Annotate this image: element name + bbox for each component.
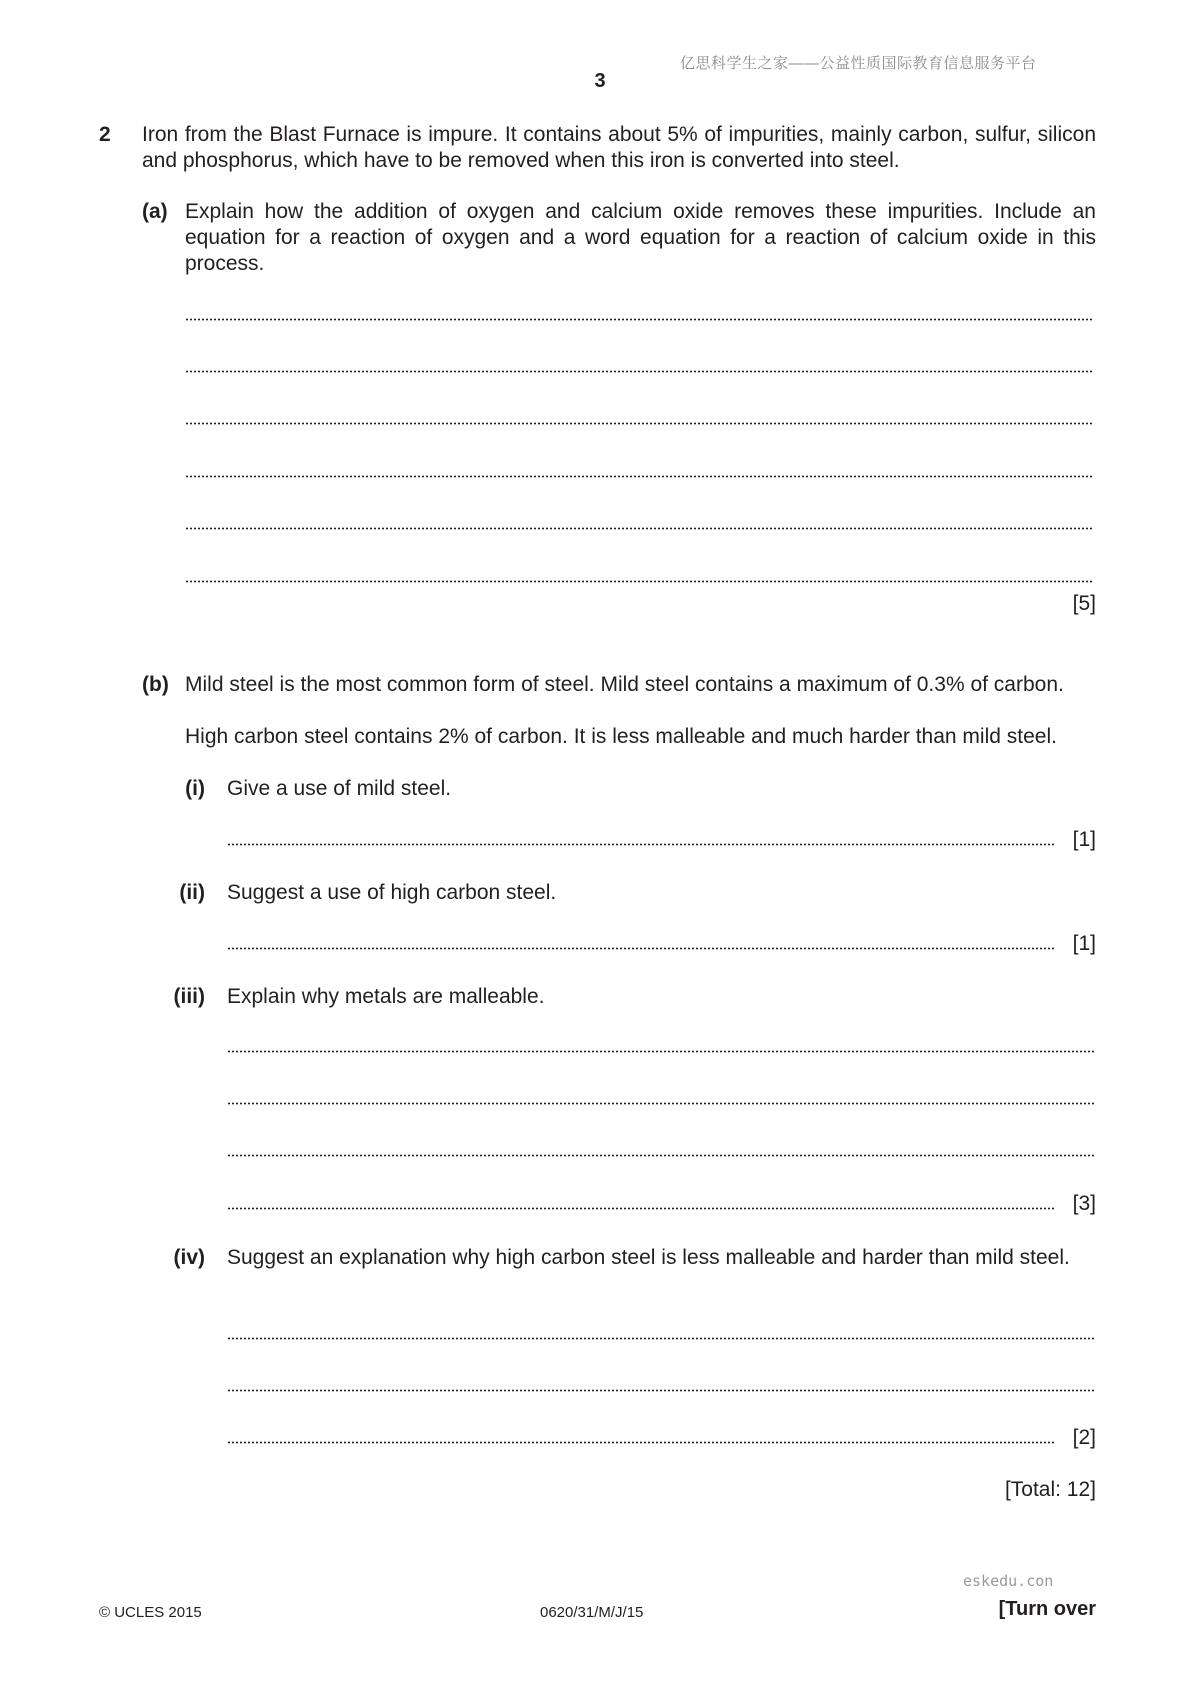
answer-line[interactable] — [185, 475, 1094, 478]
answer-line[interactable] — [227, 1337, 1094, 1340]
sub-i-label: (i) — [185, 777, 205, 800]
answer-line[interactable] — [227, 1207, 1054, 1210]
footer-paper-code: 0620/31/M/J/15 — [540, 1604, 644, 1621]
sub-iv-text: Suggest an explanation why high carbon steel is less malleable and harder than mild steel. — [227, 1246, 1070, 1269]
sub-ii-marks: [1] — [1072, 932, 1096, 955]
answer-line[interactable] — [185, 318, 1094, 321]
answer-line[interactable] — [185, 422, 1094, 425]
answer-line[interactable] — [185, 527, 1094, 530]
total-marks: [Total: 12] — [1004, 1478, 1096, 1501]
footer-copyright: © UCLES 2015 — [99, 1604, 202, 1621]
sub-ii-label: (ii) — [179, 881, 205, 904]
part-b-text-1: Mild steel is the most common form of steel. Mild steel contains a maximum of 0.3% of carbon. — [185, 673, 1064, 696]
part-a-label: (a) — [142, 200, 168, 223]
answer-line[interactable] — [227, 1050, 1094, 1053]
part-b-text-2: High carbon steel contains 2% of carbon. It is less malleable and much harder than mild steel. — [185, 725, 1057, 748]
header-site-text: 亿思科学生之家——公益性质国际教育信息服务平台 — [680, 55, 1037, 72]
sub-i-marks: [1] — [1072, 828, 1096, 851]
turn-over: [Turn over — [998, 1598, 1096, 1620]
part-a-text: Explain how the addition of oxygen and calcium oxide removes these impurities. Include an equation for a reaction of oxygen and a word equation for a reaction of calcium oxide in this process. — [185, 200, 1096, 275]
answer-line[interactable] — [227, 1154, 1094, 1157]
answer-line[interactable] — [185, 580, 1094, 583]
sub-ii-text: Suggest a use of high carbon steel. — [227, 881, 557, 904]
question-number: 2 — [99, 123, 111, 146]
answer-line[interactable] — [185, 370, 1094, 373]
sub-iii-label: (iii) — [173, 985, 205, 1008]
watermark-text: eskedu.con — [963, 1572, 1054, 1590]
page-number: 3 — [594, 70, 606, 92]
sub-iii-marks: [3] — [1072, 1192, 1096, 1215]
sub-iii-text: Explain why metals are malleable. — [227, 985, 545, 1008]
sub-iv-label: (iv) — [173, 1246, 205, 1269]
answer-line[interactable] — [227, 1389, 1094, 1392]
part-a-marks: [5] — [1072, 592, 1096, 615]
answer-line[interactable] — [227, 947, 1054, 950]
sub-iv-marks: [2] — [1072, 1426, 1096, 1449]
answer-line[interactable] — [227, 1441, 1054, 1444]
question-intro: Iron from the Blast Furnace is impure. It contains about 5% of impurities, mainly carbon, sulfur, silicon and phosphorus, which have to be removed when this iron is converted into steel. — [142, 123, 1096, 172]
part-b-label: (b) — [142, 673, 169, 696]
answer-line[interactable] — [227, 843, 1054, 846]
sub-i-text: Give a use of mild steel. — [227, 777, 452, 800]
answer-line[interactable] — [227, 1102, 1094, 1105]
